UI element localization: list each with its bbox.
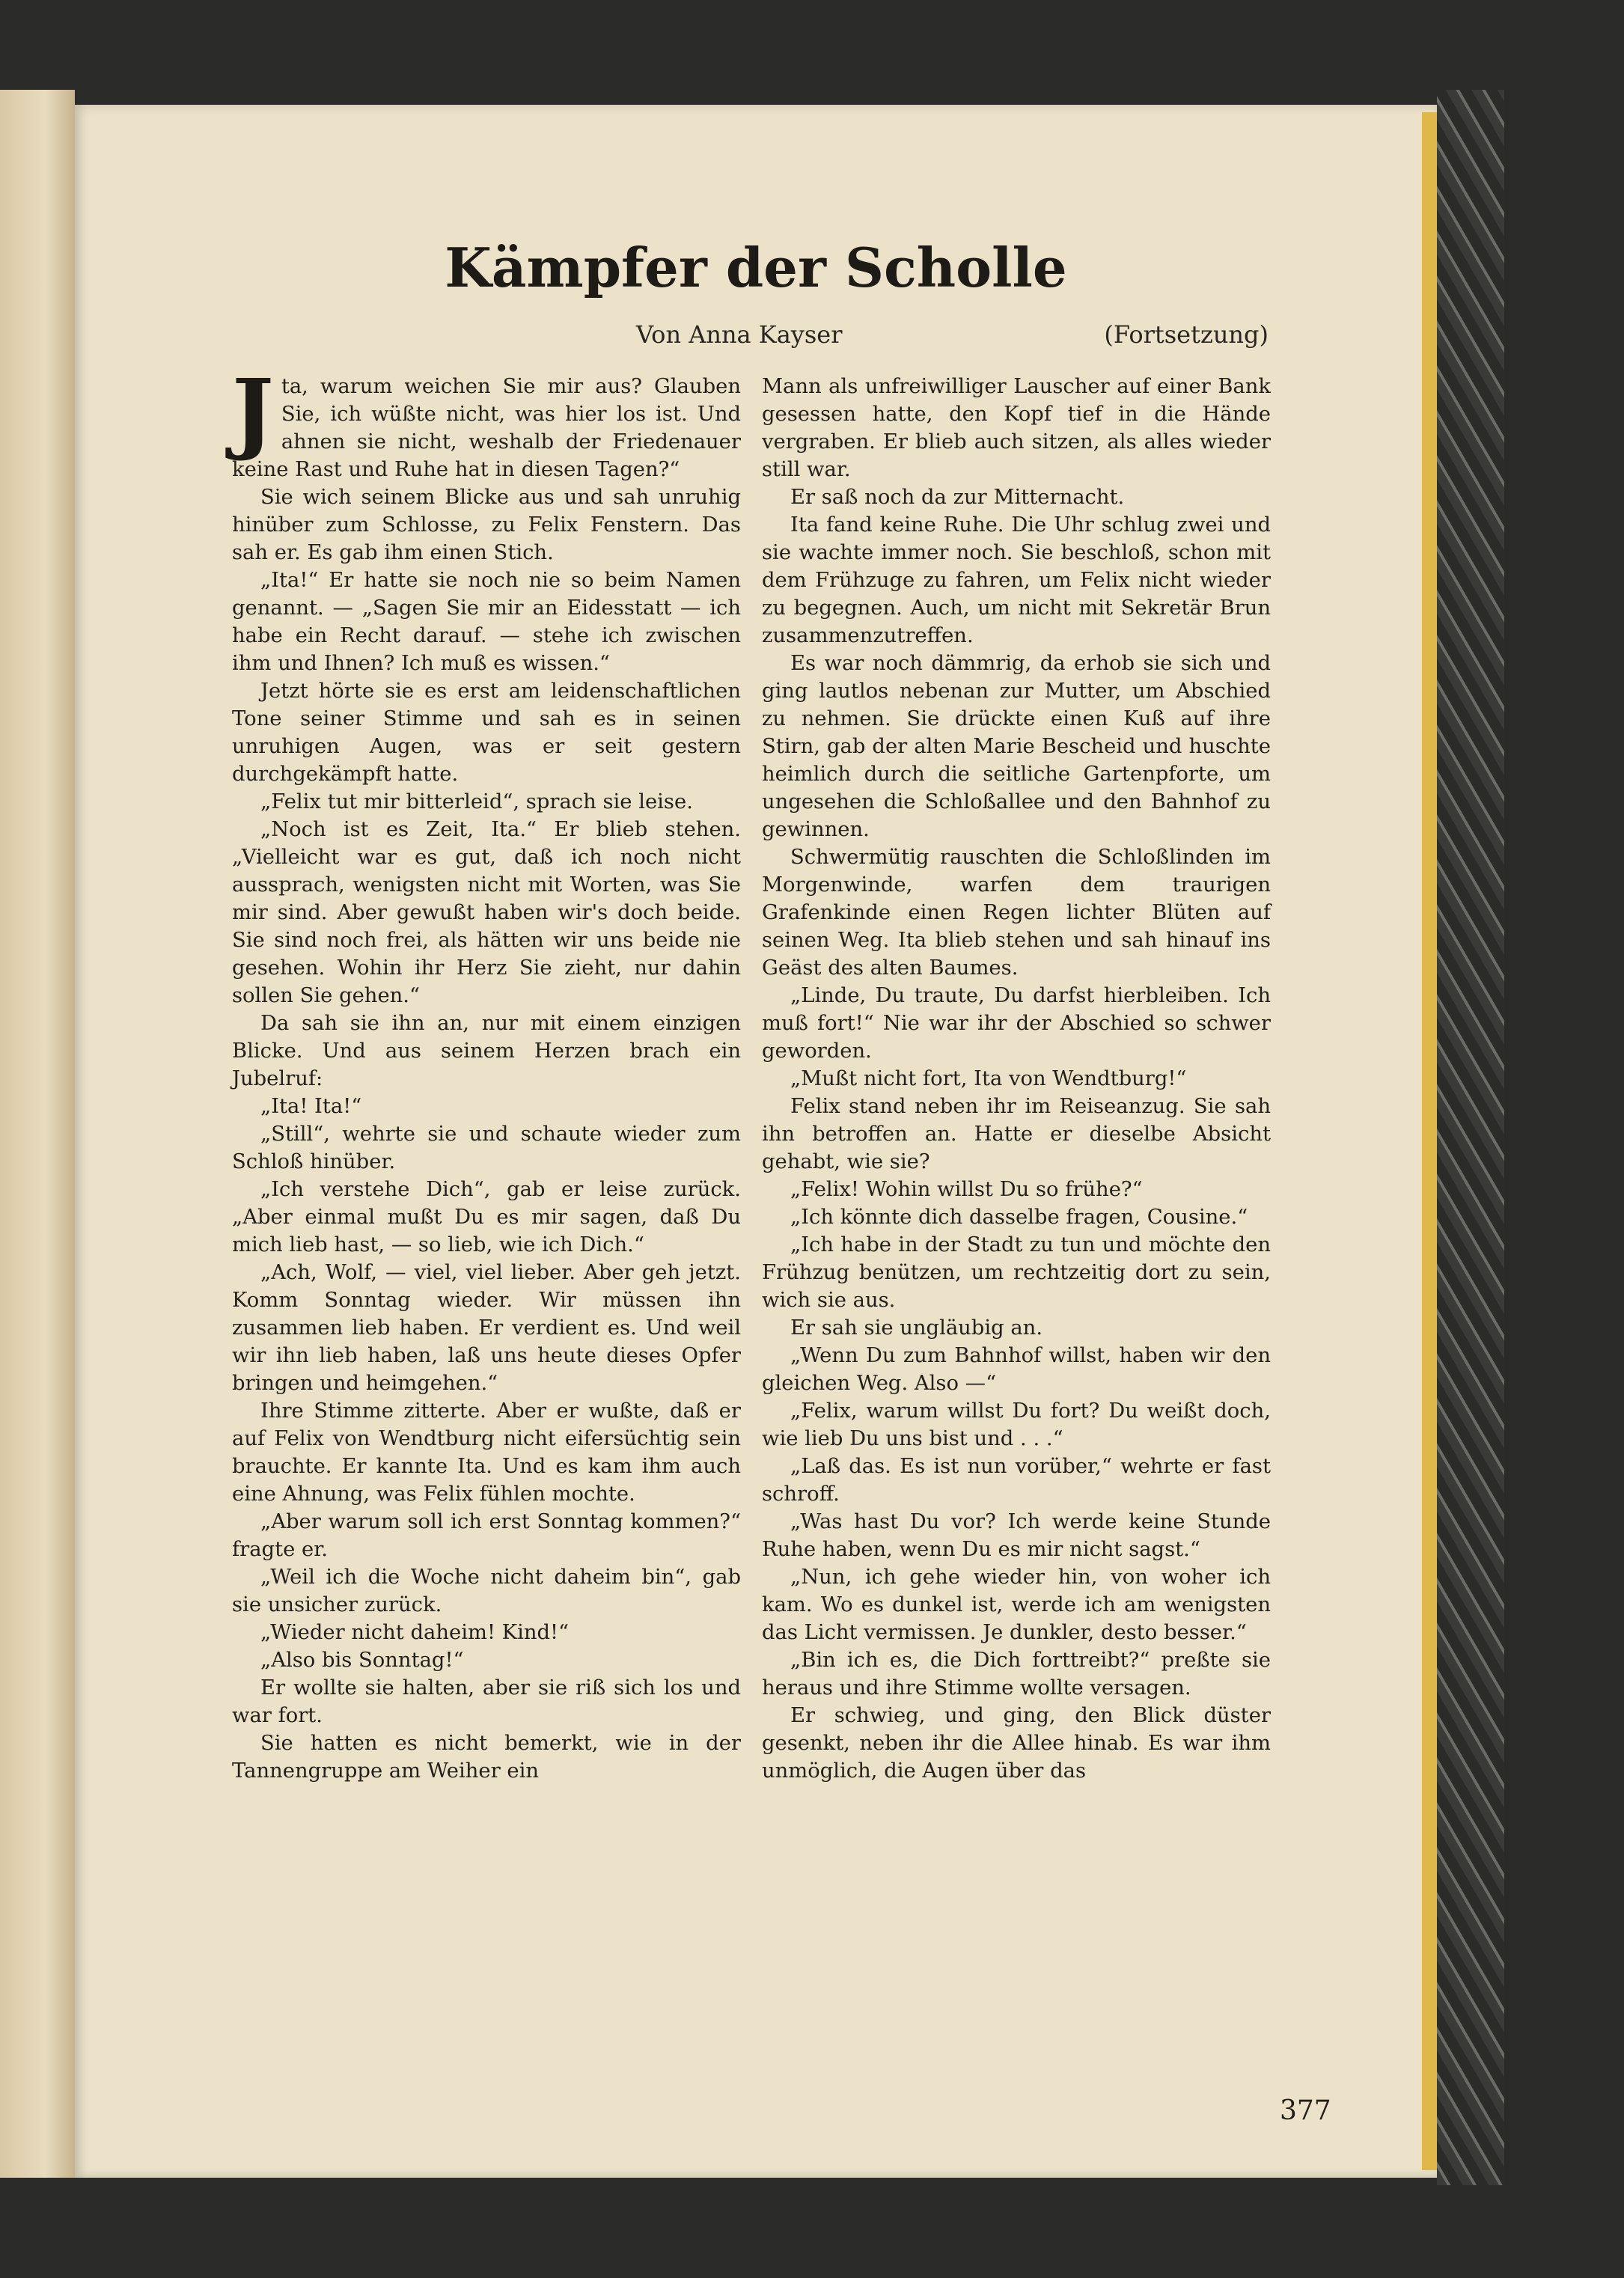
paragraph: Sie hatten es nicht bemerkt, wie in der Tannengruppe am Weiher ein [232, 1732, 741, 1783]
paragraph: „Felix, warum willst Du fort? Du weißt doch, wie lieb Du uns bist und . . .“ [762, 1399, 1271, 1450]
paragraph: „Ich könnte dich dasselbe fragen, Cousine.“ [790, 1206, 1248, 1229]
paragraph: „Ich habe in der Stadt zu tun und möchte den Frühzug benützen, um rechtzeitig dort zu sein, wich sie aus. [762, 1233, 1271, 1312]
marbled-cover [1437, 90, 1504, 2185]
paragraph: „Weil ich die Woche nicht daheim bin“, gab sie unsicher zurück. [232, 1566, 741, 1616]
paragraph: „Ach, Wolf, — viel, viel lieber. Aber geh jetzt. Komm Sonntag wieder. Wir müssen ihn zusammen lieb haben. Er verdient es. Und weil wir ihn lieb haben, laß uns heute dieses Opfer bringen und heimgehen.“ [232, 1261, 741, 1395]
paragraph: Ita fand keine Ruhe. Die Uhr schlug zwei und sie wachte immer noch. Sie beschloß, schon mit dem Frühzuge zu fahren, um Felix nicht wieder zu begegnen. Auch, um nicht mit Sekretär Brun zusammenzutreffen. [762, 513, 1271, 647]
paragraph: „Wieder nicht daheim! Kind!“ [260, 1621, 570, 1644]
page-number: 377 [1280, 2095, 1331, 2126]
paragraph: Jta, warum weichen Sie mir aus? Glauben Sie, ich wüßte nicht, was hier los ist. Und ahnen sie nicht, weshalb der Friedenauer keine Rast und Ruhe hat in diesen Tagen?“ [232, 359, 741, 481]
paragraph: Er sah sie ungläubig an. [790, 1316, 1043, 1340]
paragraph: „Linde, Du traute, Du darfst hierbleiben. Ich muß fort!“ Nie war ihr der Abschied so schwer geworden. [762, 984, 1271, 1063]
article-title: Kämpfer der Scholle [445, 236, 1067, 299]
text-column-left [232, 359, 741, 1785]
book-page [75, 105, 1437, 2178]
author-byline: Von Anna Kayser [636, 320, 843, 349]
paragraph: Es war noch dämmrig, da erhob sie sich und ging lautlos nebenan zur Mutter, um Abschied zu nehmen. Sie drückte einen Kuß auf ihre Stirn, gab der alten Marie Bescheid und huschte heimlich durch die seitliche Gartenpforte, um ungesehen die Schloßallee und den Bahnhof zu gewinnen. [762, 652, 1271, 841]
paragraph: Er wollte sie halten, aber sie riß sich los und war fort. [232, 1676, 741, 1727]
paragraph: „Mußt nicht fort, Ita von Wendtburg!“ [790, 1067, 1187, 1090]
text-column-right [762, 373, 1271, 1785]
paragraph: „Felix tut mir bitterleid“, sprach sie leise. [260, 790, 693, 813]
paragraph: „Ita!“ Er hatte sie noch nie so beim Namen genannt. — „Sagen Sie mir an Eidesstatt — ich habe ein Recht darauf. — stehe ich zwischen ihm und Ihnen? Ich muß es wissen.“ [232, 569, 741, 675]
paragraph: „Still“, wehrte sie und schaute wieder zum Schloß hinüber. [232, 1123, 741, 1173]
paragraph: Da sah sie ihn an, nur mit einem einzigen Blicke. Und aus seinem Herzen brach ein Jubelruf: [232, 1012, 741, 1090]
paragraph: Jetzt hörte sie es erst am leidenschaftlichen Tone seiner Stimme und sah es in seinen unruhigen Augen, was er seit gestern durchgekämpft hatte. [232, 680, 741, 786]
paragraph: Mann als unfreiwilliger Lauscher auf einer Bank gesessen hatte, den Kopf tief in die Hände vergraben. Er blieb auch sitzen, als alles wieder still war. [762, 375, 1271, 481]
paragraph: „Also bis Sonntag!“ [260, 1649, 464, 1672]
paragraph: Er schwieg, und ging, den Blick düster gesenkt, neben ihr die Allee hinab. Es war ihm unmöglich, die Augen über das [762, 1704, 1271, 1783]
paragraph: „Wenn Du zum Bahnhof willst, haben wir den gleichen Weg. Also —“ [762, 1344, 1271, 1395]
paragraph: „Nun, ich gehe wieder hin, von woher ich kam. Wo es dunkel ist, werde ich am wenigsten das Licht vermissen. Je dunkler, desto besser.“ [762, 1566, 1271, 1644]
paragraph: „Laß das. Es ist nun vorüber,“ wehrte er fast schroff. [762, 1455, 1271, 1506]
gilt-page-edge [1422, 112, 1437, 2170]
paragraph: „Bin ich es, die Dich forttreibt?“ preßte sie heraus und ihre Stimme wollte versagen. [762, 1649, 1271, 1700]
drop-cap: J [232, 359, 274, 463]
paragraph: „Was hast Du vor? Ich werde keine Stunde Ruhe haben, wenn Du es mir nicht sagst.“ [762, 1510, 1271, 1561]
facing-page-edge [0, 90, 75, 2178]
paragraph: Ihre Stimme zitterte. Aber er wußte, daß er auf Felix von Wendtburg nicht eifersüchtig sein brauchte. Er kannte Ita. Und es kam ihm auch eine Ahnung, was Felix fühlen mochte. [232, 1399, 741, 1506]
paragraph: „Ich verstehe Dich“, gab er leise zurück. „Aber einmal mußt Du es mir sagen, daß Du mich lieb hast, — so lieb, wie ich Dich.“ [232, 1178, 741, 1256]
paragraph: Schwermütig rauschten die Schloßlinden im Morgenwinde, warfen dem traurigen Grafenkinde einen Regen lichter Blüten auf seinen Weg. Ita blieb stehen und sah hinauf ins Geäst des alten Baumes. [762, 846, 1271, 980]
paragraph: Sie wich seinem Blicke aus und sah unruhig hinüber zum Schlosse, zu Felix Fenstern. Das sah er. Es gab ihm einen Stich. [232, 486, 741, 564]
paragraph: Er saß noch da zur Mitternacht. [790, 486, 1125, 509]
paragraph: „Noch ist es Zeit, Ita.“ Er blieb stehen. „Vielleicht war es gut, daß ich noch nicht aussprach, wenigsten nicht mit Worten, was Sie mir sind. Aber gewußt haben wir's doch beide. Sie sind noch frei, als hätten wir uns beide nie gesehen. Wohin ihr Herz Sie zieht, nur dahin sollen Sie gehen.“ [232, 818, 741, 1007]
continuation-note: (Fortsetzung) [1104, 320, 1269, 349]
paragraph: „Aber warum soll ich erst Sonntag kommen?“ fragte er. [232, 1510, 741, 1561]
paragraph: „Ita! Ita!“ [260, 1095, 362, 1118]
paragraph: Felix stand neben ihr im Reiseanzug. Sie sah ihn betroffen an. Hatte er dieselbe Absicht gehabt, wie sie? [762, 1095, 1271, 1173]
paragraph: „Felix! Wohin willst Du so frühe?“ [790, 1178, 1143, 1201]
